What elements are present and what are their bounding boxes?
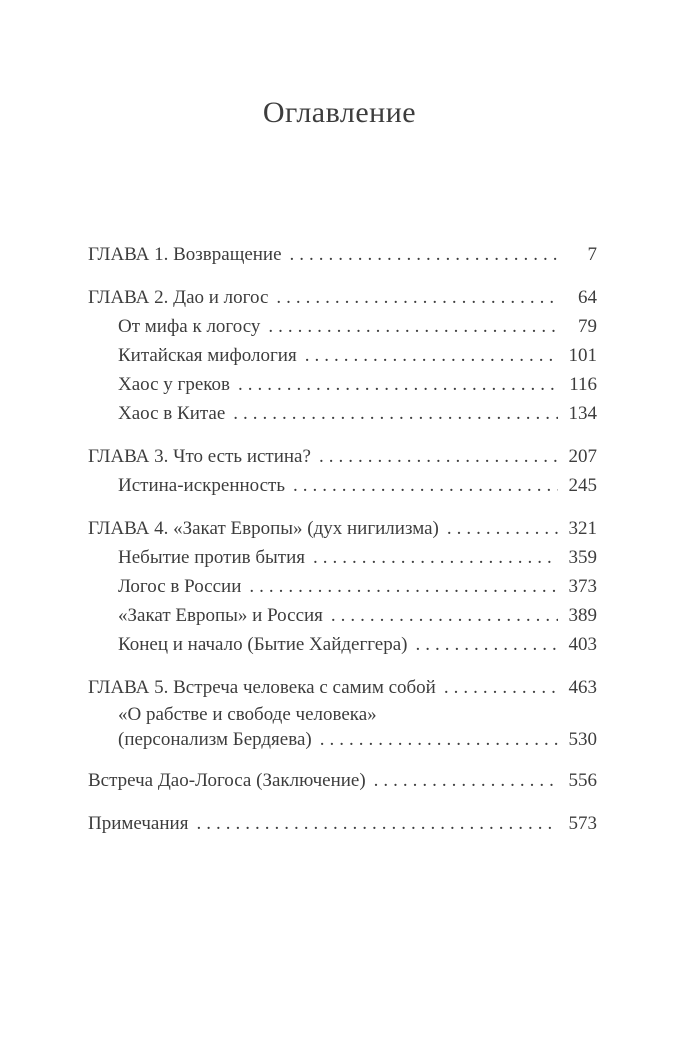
page-title: Оглавление: [262, 96, 417, 129]
toc-page-number: 245: [568, 475, 597, 496]
toc-page-number: 101: [568, 345, 597, 366]
toc-page-number: 373: [568, 576, 597, 597]
toc-entry: [88, 727, 597, 752]
toc-entry: [88, 471, 597, 500]
toc-entry: [88, 673, 597, 702]
dot-leader: [238, 370, 558, 399]
toc-entry: [88, 240, 597, 269]
toc-entry: [88, 572, 597, 601]
toc-entry-label: Конец и начало (Бытие Хайдеггера): [118, 634, 408, 655]
toc-entry: [88, 442, 597, 471]
dot-leader: [305, 341, 558, 370]
toc-entry-label: «О рабстве и свободе человека»: [118, 704, 377, 725]
dot-leader: [293, 471, 558, 500]
toc-page-number: 64: [578, 287, 597, 308]
dot-leader: [374, 766, 558, 795]
toc-entry-label: ГЛАВА 1. Возвращение: [88, 244, 282, 265]
toc-entry-label: ГЛАВА 2. Дао и логос: [88, 287, 269, 308]
toc-page-number: 556: [568, 770, 597, 791]
toc-section: [88, 240, 597, 269]
dot-leader: [313, 543, 558, 572]
toc-entry: [88, 543, 597, 572]
toc-entry-label: Примечания: [88, 813, 189, 834]
toc-entry: [88, 601, 597, 630]
dot-leader: [320, 727, 558, 752]
toc-entry: [88, 766, 597, 795]
toc-page-number: 207: [568, 446, 597, 467]
toc-entry: [88, 399, 597, 428]
dot-leader: [444, 673, 558, 702]
dot-leader: [276, 283, 558, 312]
toc-page-number: 321: [568, 518, 597, 539]
toc-page-number: 134: [568, 403, 597, 424]
toc-entry-label: Небытие против бытия: [118, 547, 305, 568]
toc-entry: [88, 514, 597, 543]
toc-entry: [88, 370, 597, 399]
toc-entry-label: ГЛАВА 5. Встреча человека с самим собой: [88, 677, 436, 698]
dot-leader: [233, 399, 558, 428]
toc-section: [88, 766, 597, 795]
toc-entry-label: Хаос у греков: [118, 374, 231, 395]
toc-entry-label: ГЛАВА 3. Что есть истина?: [88, 446, 311, 467]
dot-leader: [447, 514, 558, 543]
dot-leader: [249, 572, 558, 601]
toc-page-number: 359: [568, 547, 597, 568]
toc-page-number: 573: [568, 813, 597, 834]
toc-entry-label: «Закат Европы» и Россия: [118, 605, 323, 626]
dot-leader: [290, 240, 558, 269]
toc-section: [88, 442, 597, 500]
toc-section: [88, 673, 597, 752]
toc-entry-label: Хаос в Китае: [118, 403, 226, 424]
toc-entry-label: Китайская мифология: [118, 345, 297, 366]
toc-entry: [88, 283, 597, 312]
dot-leader: [268, 312, 558, 341]
dot-leader: [416, 630, 559, 659]
toc-page-number: 116: [569, 374, 597, 395]
toc-entry: [88, 702, 597, 727]
toc-entry-label: (персонализм Бердяева): [118, 729, 312, 750]
toc-entry: [88, 630, 597, 659]
toc-page-number: 7: [587, 244, 597, 265]
table-of-contents: [88, 240, 597, 838]
toc-page-number: 389: [568, 605, 597, 626]
toc-page-number: 79: [578, 316, 597, 337]
toc-entry-label: ГЛАВА 4. «Закат Европы» (дух нигилизма): [88, 518, 439, 539]
toc-page-number: 403: [568, 634, 597, 655]
dot-leader: [196, 809, 558, 838]
toc-page-number: 530: [568, 729, 597, 750]
toc-section: [88, 809, 597, 838]
toc-entry-label: Встреча Дао-Логоса (Заключение): [88, 770, 366, 791]
toc-entry: [88, 312, 597, 341]
toc-section: [88, 283, 597, 428]
dot-leader: [331, 601, 558, 630]
toc-entry: [88, 809, 597, 838]
toc-page-number: 463: [568, 677, 597, 698]
toc-entry: [88, 341, 597, 370]
dot-leader: [319, 442, 558, 471]
toc-entry-label: От мифа к логосу: [118, 316, 261, 337]
toc-entry-label: Истина-искренность: [118, 475, 286, 496]
toc-section: [88, 514, 597, 659]
toc-entry-label: Логос в России: [118, 576, 242, 597]
